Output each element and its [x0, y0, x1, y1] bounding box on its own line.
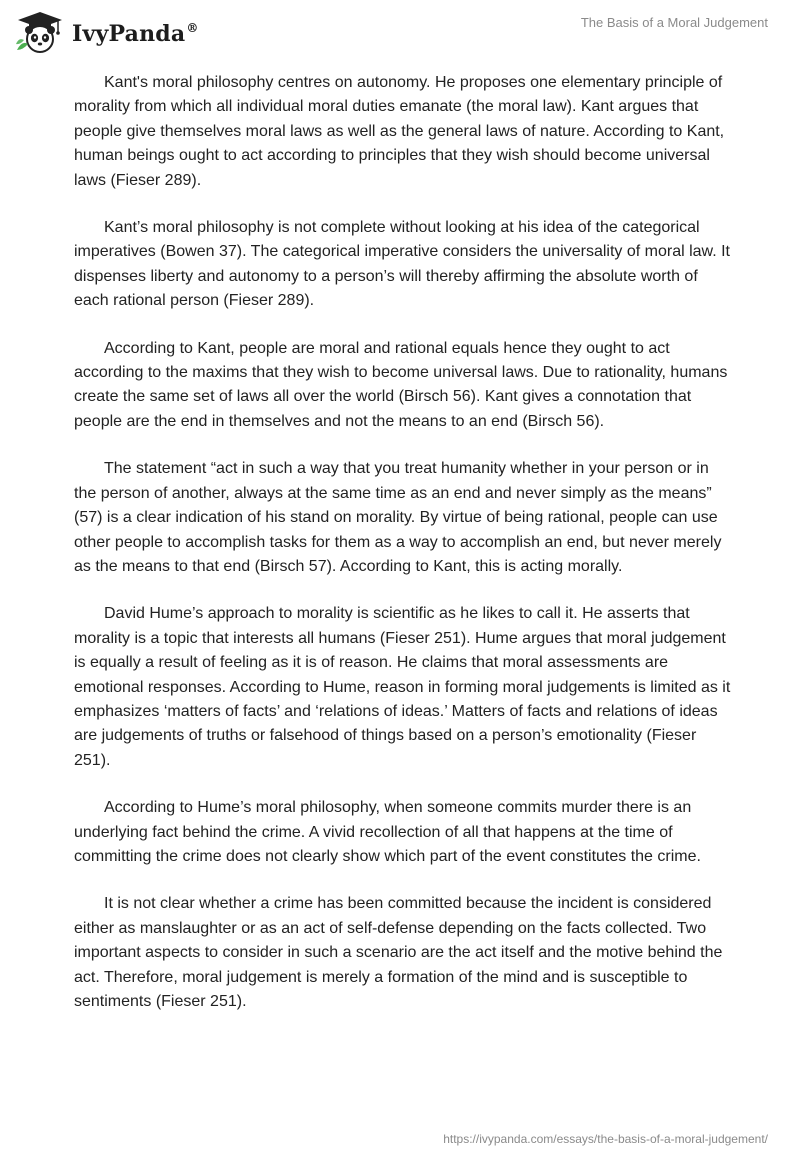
page-header	[0, 0, 800, 64]
paragraph: David Hume’s approach to morality is scientific as he likes to call it. He asserts that morality is a topic that interests all humans (Fieser 251). Hume argues that moral judgement is equally a result of feeling as it is of reason. He claims that moral assessments are emotional responses. According to Hume, reason in forming moral judgements is limited as it emphasizes ‘matters of facts’ and ‘relations of ideas.’ Matters of facts and relations of ideas are judgements of truths or falsehood of things based on a person’s emotionality (Fieser 251).	[74, 605, 731, 769]
document-title: The Basis of a Moral Judgement	[580, 15, 768, 30]
paragraph: According to Kant, people are moral and rational equals hence they ought to act according to the maxims that they wish to become universal laws. Due to rationality, humans create the same set of laws all over the world (Birsch 56). Kant gives a connotation that people are the end in themselves and not the means to an end (Birsch 56).	[74, 339, 728, 430]
paragraph: The statement “act in such a way that you treat humanity whether in your person or in the person of another, always at the same time as an end and never simply as the means” (57) is a clear indication of his stand on morality. By virtue of being rational, people can use other people to accomplish tasks for them as a way to accomplish an end, but never merely as the means to that end (Birsch 57). According to Kant, this is acting morally.	[74, 460, 722, 575]
paragraph: It is not clear whether a crime has been committed because the incident is considered either as manslaughter or as an act of self-defense depending on the facts collected. Two important aspects to consider in such a scenario are the act itself and the motive behind the act. Therefore, moral judgement is merely a formation of the mind and is susceptible to sentiments (Fieser 251).	[74, 895, 723, 1010]
source-url-link[interactable]: https://ivypanda.com/essays/the-basis-of-a-moral-judgement/	[443, 1132, 768, 1146]
brand-logo[interactable]	[14, 10, 199, 54]
essay-body	[74, 71, 734, 1037]
panda-graduation-cap-icon	[14, 10, 66, 54]
paragraph: Kant’s moral philosophy is not complete without looking at his idea of the categorical imperatives (Bowen 37). The categorical imperative considers the universality of moral law. It dispenses liberty and autonomy to a person’s will thereby affirming the absolute worth of each rational person (Fieser 289).	[74, 219, 730, 310]
brand-name: IvyPanda®	[72, 21, 199, 47]
paragraph: According to Hume’s moral philosophy, when someone commits murder there is an underlying fact behind the crime. A vivid recollection of all that happens at the time of committing the crime does not clearly show which part of the event constitutes the crime.	[74, 799, 701, 865]
registered-mark: ®	[186, 21, 199, 35]
paragraph: Kant's moral philosophy centres on autonomy. He proposes one elementary principle of morality from which all individual moral duties emanate (the moral law). Kant argues that people give themselves moral laws as well as the general laws of nature. According to Kant, human beings ought to act according to principles that they wish should become universal laws (Fieser 289).	[74, 74, 725, 189]
